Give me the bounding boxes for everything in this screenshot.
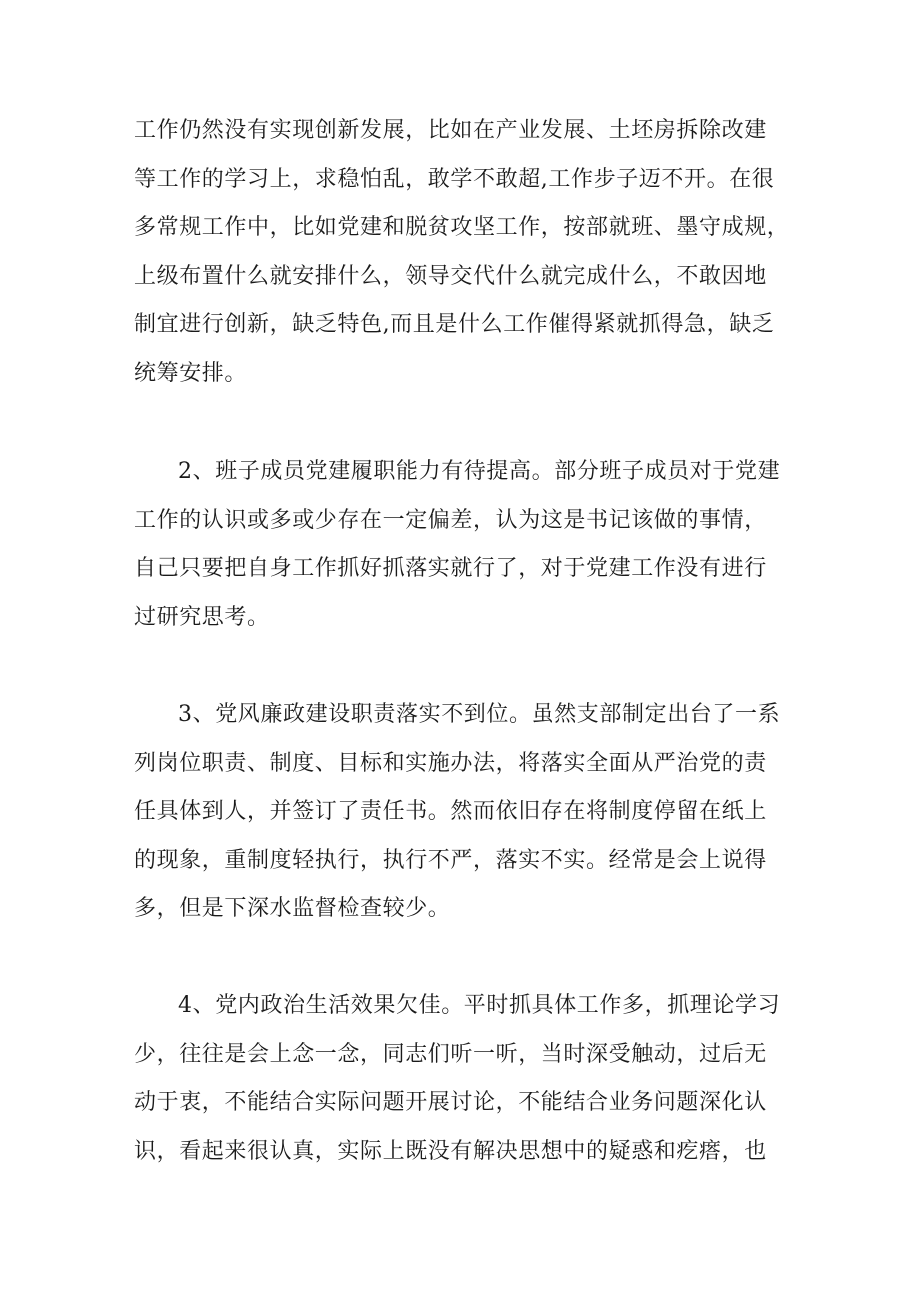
paragraph-line: 统筹安排。 (134, 360, 248, 386)
paragraph-line: 工作的认识或多或少存在一定偏差，认为这是书记该做的事情， (134, 507, 767, 533)
paragraph-line: 动于衷，不能结合实际问题开展讨论，不能结合业务问题深化认 (134, 1090, 767, 1115)
paragraph-2 (134, 448, 794, 642)
paragraph-line: 的现象，重制度轻执行，执行不严，落实不实。经常是会上说得 (134, 847, 767, 873)
paragraph-1 (134, 107, 794, 398)
paragraph-line: 任具体到人，并签订了责任书。然而依旧存在将制度停留在纸上 (134, 799, 767, 824)
paragraph-line: 等工作的学习上，求稳怕乱，敢学不敢超,工作步子迈不开。在很 (134, 166, 775, 192)
paragraph-line: 少，往往是会上念一念，同志们听一听，当时深受触动，过后无 (134, 1041, 767, 1067)
paragraph-line: 自己只要把自身工作抓好抓落实就行了，对于党建工作没有进行 (134, 556, 767, 581)
paragraph-line: 多常规工作中，比如党建和脱贫攻坚工作，按部就班、墨守成规， (134, 215, 790, 240)
paragraph-line: 制宜进行创新，缺乏特色,而且是什么工作催得紧就抓得急，缺乏 (134, 312, 775, 337)
paragraph-first-line: 3、党风廉政建设职责落实不到位。虽然支部制定出台了一系 (178, 702, 781, 727)
paragraph-4 (134, 982, 794, 1176)
paragraph-line: 多，但是下深水监督检查较少。 (134, 896, 451, 921)
paragraph-first-line: 2、班子成员党建履职能力有待提高。部分班子成员对于党建 (178, 459, 781, 484)
paragraph-first-line: 4、党内政治生活效果欠佳。平时抓具体工作多，抓理论学习 (178, 993, 781, 1018)
paragraph-line: 过研究思考。 (134, 604, 270, 630)
paragraph-line: 上级布置什么就安排什么，领导交代什么就完成什么，不敢因地 (134, 263, 767, 289)
paragraph-3 (134, 691, 794, 934)
paragraph-line: 工作仍然没有实现创新发展，比如在产业发展、土坯房拆除改建 (134, 118, 767, 143)
paragraph-line: 识，看起来很认真，实际上既没有解决思想中的疑惑和疙瘩，也 (134, 1138, 767, 1164)
paragraph-line: 列岗位职责、制度、目标和实施办法，将落实全面从严治党的责 (134, 750, 767, 776)
